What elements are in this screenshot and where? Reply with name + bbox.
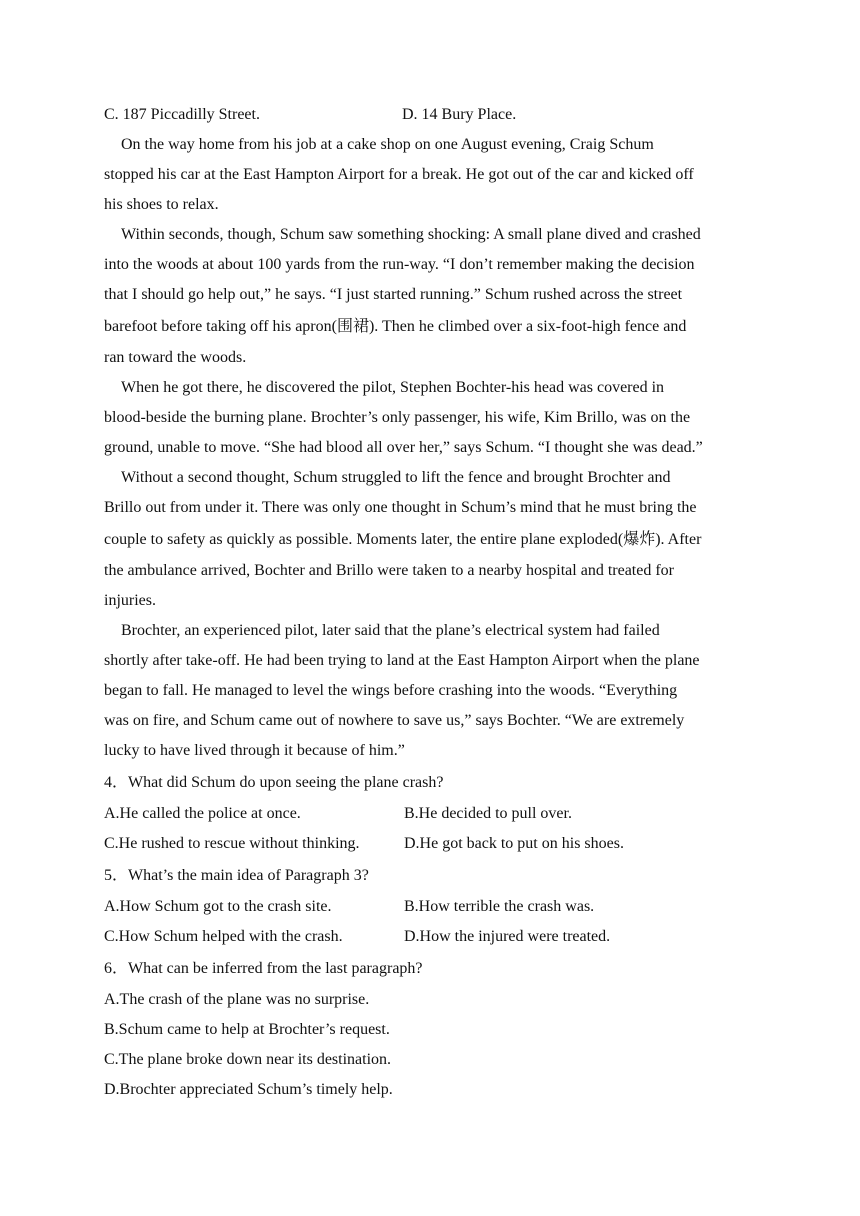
- text-line: Brillo out from under it. There was only one thought in Schum’s mind that he must bring the: [104, 499, 697, 516]
- text-line: shortly after take-off. He had been trying to land at the East Hampton Airport when the plane: [104, 652, 700, 669]
- options-row: [104, 892, 756, 922]
- question-stem: 4．What did Schum do upon seeing the plane crash?: [104, 774, 444, 791]
- option-c: C.How Schum helped with the crash.: [104, 928, 343, 945]
- text-line: On the way home from his job at a cake shop on one August evening, Craig Schum: [121, 136, 654, 153]
- options-row: [104, 922, 756, 952]
- text-line: barefoot before taking off his apron(围裙). Then he climbed over a six-foot-high fence and: [104, 318, 687, 335]
- option-d: D.How the injured were treated.: [404, 928, 611, 945]
- option-d: D.He got back to put on his shoes.: [404, 835, 624, 852]
- text-line: blood-beside the burning plane. Brochter’s only passenger, his wife, Kim Brillo, was on the: [104, 409, 691, 426]
- text-line: began to fall. He managed to level the wings before crashing into the woods. “Everything: [104, 682, 678, 699]
- question-6: [104, 952, 756, 1105]
- option-c: C.He rushed to rescue without thinking.: [104, 835, 360, 852]
- question-stem: 5．What’s the main idea of Paragraph 3?: [104, 867, 369, 884]
- text-line: his shoes to relax.: [104, 196, 219, 213]
- paragraph-5: [104, 616, 756, 766]
- text-line: was on fire, and Schum came out of nowhere to save us,” says Bochter. “We are extremely: [104, 712, 685, 729]
- option-a: A.The crash of the plane was no surprise.: [104, 991, 370, 1008]
- text-line: Within seconds, though, Schum saw something shocking: A small plane dived and crashed: [121, 226, 701, 243]
- text-line: Without a second thought, Schum struggled to lift the fence and brought Brochter and: [121, 469, 671, 486]
- paragraph-4: [104, 463, 756, 616]
- passage: [104, 130, 756, 766]
- text-line: the ambulance arrived, Bochter and Brillo were taken to a nearby hospital and treated for: [104, 562, 674, 579]
- text-line: Brochter, an experienced pilot, later said that the plane’s electrical system had failed: [121, 622, 660, 639]
- text-line: When he got there, he discovered the pilot, Stephen Bochter-his head was covered in: [121, 379, 665, 396]
- option-c: C. 187 Piccadilly Street.: [104, 106, 260, 123]
- option-c: C.The plane broke down near its destination.: [104, 1051, 392, 1068]
- text-line: lucky to have lived through it because of him.”: [104, 742, 405, 759]
- option-a: A.How Schum got to the crash site.: [104, 898, 332, 915]
- options-row: [104, 799, 756, 829]
- option-d: D. 14 Bury Place.: [402, 106, 517, 123]
- option-a: A.He called the police at once.: [104, 805, 301, 822]
- text-line: that I should go help out,” he says. “I just started running.” Schum rushed across the street: [104, 286, 683, 303]
- option-d: D.Brochter appreciated Schum’s timely help.: [104, 1081, 393, 1098]
- option-b: B.Schum came to help at Brochter’s request.: [104, 1021, 390, 1038]
- previous-question-options: [104, 100, 756, 130]
- option-b: B.He decided to pull over.: [404, 805, 572, 822]
- text-line: ground, unable to move. “She had blood all over her,” says Schum. “I thought she was dead.”: [104, 439, 703, 456]
- paragraph-1: [104, 130, 756, 220]
- text-line: ran toward the woods.: [104, 349, 247, 366]
- question-5: [104, 859, 756, 952]
- text-line: stopped his car at the East Hampton Airport for a break. He got out of the car and kicked off: [104, 166, 694, 183]
- paragraph-3: [104, 373, 756, 463]
- paragraph-2: [104, 220, 756, 373]
- option-b: B.How terrible the crash was.: [404, 898, 595, 915]
- text-line: couple to safety as quickly as possible. Moments later, the entire plane exploded(爆炸). After: [104, 531, 702, 548]
- question-stem: 6．What can be inferred from the last paragraph?: [104, 960, 423, 977]
- document-page: [104, 100, 756, 1105]
- question-4: [104, 766, 756, 859]
- text-line: injuries.: [104, 592, 156, 609]
- text-line: into the woods at about 100 yards from the run-way. “I don’t remember making the decision: [104, 256, 695, 273]
- options-row: [104, 829, 756, 859]
